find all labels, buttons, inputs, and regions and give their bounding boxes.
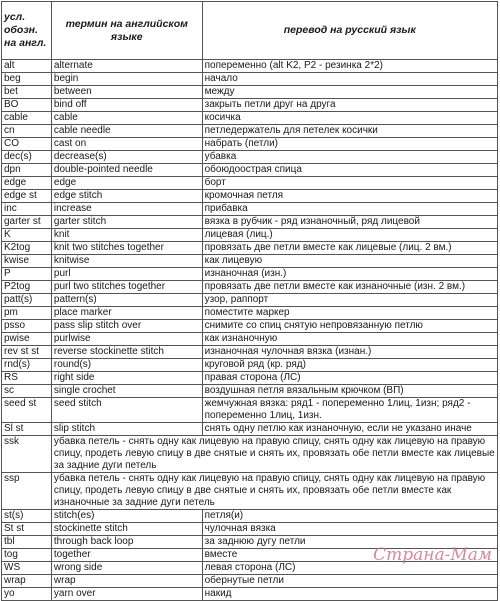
abbreviation-cell: K bbox=[2, 229, 52, 242]
translation-cell: попеременно (alt K2, P2 - резинка 2*2) bbox=[202, 60, 497, 73]
abbreviation-cell: pwise bbox=[2, 333, 52, 346]
table-row bbox=[2, 229, 498, 242]
english-term-cell: begin bbox=[51, 73, 202, 86]
english-term-cell: place marker bbox=[51, 307, 202, 320]
english-term-cell: bind off bbox=[51, 99, 202, 112]
abbreviation-cell: sc bbox=[2, 385, 52, 398]
table-row bbox=[2, 549, 498, 562]
english-term-cell: alternate bbox=[51, 60, 202, 73]
english-term-cell: pattern(s) bbox=[51, 294, 202, 307]
table-row bbox=[2, 575, 498, 588]
table-row bbox=[2, 216, 498, 229]
english-term-cell: knit two stitches together bbox=[51, 242, 202, 255]
table-row bbox=[2, 242, 498, 255]
english-term-cell: between bbox=[51, 86, 202, 99]
abbreviation-cell: CO bbox=[2, 138, 52, 151]
abbreviation-cell: wrap bbox=[2, 575, 52, 588]
english-term-cell: right side bbox=[51, 372, 202, 385]
abbreviation-cell: st(s) bbox=[2, 510, 52, 523]
english-term-cell: edge bbox=[51, 177, 202, 190]
abbreviation-cell: cable bbox=[2, 112, 52, 125]
abbreviation-cell: garter st bbox=[2, 216, 52, 229]
abbreviation-cell: alt bbox=[2, 60, 52, 73]
table-row bbox=[2, 294, 498, 307]
table-row bbox=[2, 86, 498, 99]
translation-cell: изнаночная чулочная вязка (изнан.) bbox=[202, 346, 497, 359]
translation-cell: лицевая (лиц.) bbox=[202, 229, 497, 242]
table-row bbox=[2, 359, 498, 372]
table-row bbox=[2, 523, 498, 536]
translation-cell: правая сторона (ЛС) bbox=[202, 372, 497, 385]
translation-cell: накид bbox=[202, 588, 497, 601]
table-row bbox=[2, 138, 498, 151]
abbreviation-cell: rev st st bbox=[2, 346, 52, 359]
translation-cell: левая сторона (ЛС) bbox=[202, 562, 497, 575]
abbreviation-cell: rnd(s) bbox=[2, 359, 52, 372]
translation-cell: снять одну петлю как изнаночную, если не указано иначе bbox=[202, 423, 497, 436]
abbreviation-cell: BO bbox=[2, 99, 52, 112]
table-row bbox=[2, 385, 498, 398]
translation-cell: между bbox=[202, 86, 497, 99]
english-term-cell: cast on bbox=[51, 138, 202, 151]
table-row bbox=[2, 190, 498, 203]
translation-cell: обернутые петли bbox=[202, 575, 497, 588]
translation-cell: снимите со спиц снятую непровязанную петлю bbox=[202, 320, 497, 333]
english-term-cell: round(s) bbox=[51, 359, 202, 372]
english-term-cell: double-pointed needle bbox=[51, 164, 202, 177]
translation-cell: вязка в рубчик - ряд изнаночный, ряд лицевой bbox=[202, 216, 497, 229]
english-term-cell: knit bbox=[51, 229, 202, 242]
english-term-cell: single crochet bbox=[51, 385, 202, 398]
abbreviation-cell: P2tog bbox=[2, 281, 52, 294]
table-row bbox=[2, 423, 498, 436]
translation-cell: узор, раппорт bbox=[202, 294, 497, 307]
english-term-cell: purlwise bbox=[51, 333, 202, 346]
translation-cell: начало bbox=[202, 73, 497, 86]
english-term-cell: increase bbox=[51, 203, 202, 216]
translation-cell: петля(и) bbox=[202, 510, 497, 523]
abbreviation-cell: seed st bbox=[2, 398, 52, 423]
abbreviation-cell: ssk bbox=[2, 436, 52, 473]
header-abbreviation: усл. обозн. на англ. bbox=[2, 2, 52, 60]
translation-cell: набрать (петли) bbox=[202, 138, 497, 151]
translation-cell: чулочная вязка bbox=[202, 523, 497, 536]
english-term-cell: decrease(s) bbox=[51, 151, 202, 164]
translation-cell: борт bbox=[202, 177, 497, 190]
abbreviation-cell: yo bbox=[2, 588, 52, 601]
english-term-cell: purl bbox=[51, 268, 202, 281]
translation-cell: обоюдоострая спица bbox=[202, 164, 497, 177]
table-row bbox=[2, 112, 498, 125]
abbreviation-cell: dec(s) bbox=[2, 151, 52, 164]
translation-cell: поместите маркер bbox=[202, 307, 497, 320]
table-row bbox=[2, 125, 498, 138]
abbreviation-cell: ssp bbox=[2, 473, 52, 510]
translation-cell: как лицевую bbox=[202, 255, 497, 268]
english-term-cell: pass slip stitch over bbox=[51, 320, 202, 333]
table-row bbox=[2, 281, 498, 294]
translation-cell: убавка петель - снять одну как лицевую на правую спицу, снять одну как лицевую на правую спицу, продеть левую спицу в две снятые и снять их, провязать обе петли вместе как лицевые за задние дуги петель bbox=[51, 436, 497, 473]
translation-cell: убавка петель - снять одну как лицевую на правую спицу, снять одну как лицевую на правую спицу, продеть левую спицу в две снятые и снять их, провязать обе петли вместе как изнаночные за задние дуги петель bbox=[51, 473, 497, 510]
table-row bbox=[2, 436, 498, 473]
translation-cell: косичка bbox=[202, 112, 497, 125]
translation-cell: вместе bbox=[202, 549, 497, 562]
abbreviation-cell: pm bbox=[2, 307, 52, 320]
abbreviation-cell: K2tog bbox=[2, 242, 52, 255]
table-row bbox=[2, 99, 498, 112]
table-row bbox=[2, 510, 498, 523]
english-term-cell: stockinette stitch bbox=[51, 523, 202, 536]
abbreviation-cell: bet bbox=[2, 86, 52, 99]
english-term-cell: purl two stitches together bbox=[51, 281, 202, 294]
english-term-cell: seed stitch bbox=[51, 398, 202, 423]
table-row bbox=[2, 346, 498, 359]
abbreviation-cell: inc bbox=[2, 203, 52, 216]
translation-cell: кромочная петля bbox=[202, 190, 497, 203]
abbreviation-cell: cn bbox=[2, 125, 52, 138]
english-term-cell: cable bbox=[51, 112, 202, 125]
header-russian-translation: перевод на русский язык bbox=[202, 2, 497, 60]
english-term-cell: stitch(es) bbox=[51, 510, 202, 523]
table-row bbox=[2, 177, 498, 190]
abbreviation-cell: edge bbox=[2, 177, 52, 190]
abbreviation-cell: P bbox=[2, 268, 52, 281]
table-row bbox=[2, 255, 498, 268]
abbreviation-cell: patt(s) bbox=[2, 294, 52, 307]
translation-cell: петледержатель для петелек косички bbox=[202, 125, 497, 138]
english-term-cell: garter stitch bbox=[51, 216, 202, 229]
table-row bbox=[2, 60, 498, 73]
table-row bbox=[2, 536, 498, 549]
abbreviation-cell: St st bbox=[2, 523, 52, 536]
table-row bbox=[2, 268, 498, 281]
table-row bbox=[2, 203, 498, 216]
abbreviation-cell: edge st bbox=[2, 190, 52, 203]
table-row bbox=[2, 562, 498, 575]
table-row bbox=[2, 307, 498, 320]
table-row bbox=[2, 151, 498, 164]
abbreviation-cell: psso bbox=[2, 320, 52, 333]
translation-cell: круговой ряд (кр. ряд) bbox=[202, 359, 497, 372]
abbreviation-cell: dpn bbox=[2, 164, 52, 177]
translation-cell: изнаночная (изн.) bbox=[202, 268, 497, 281]
table-row bbox=[2, 398, 498, 423]
abbreviation-cell: RS bbox=[2, 372, 52, 385]
table-row bbox=[2, 372, 498, 385]
table-row bbox=[2, 320, 498, 333]
table-row bbox=[2, 473, 498, 510]
english-term-cell: wrap bbox=[51, 575, 202, 588]
table-body bbox=[2, 60, 498, 601]
table-row bbox=[2, 73, 498, 86]
english-term-cell: knitwise bbox=[51, 255, 202, 268]
abbreviation-cell: Sl st bbox=[2, 423, 52, 436]
table-header-row bbox=[2, 2, 498, 60]
english-term-cell: yarn over bbox=[51, 588, 202, 601]
translation-cell: жемчужная вязка: ряд1 - попеременно 1лиц, 1изн; ряд2 - попеременно 1лиц, 1изн. bbox=[202, 398, 497, 423]
english-term-cell: together bbox=[51, 549, 202, 562]
table-row bbox=[2, 164, 498, 177]
english-term-cell: through back loop bbox=[51, 536, 202, 549]
english-term-cell: edge stitch bbox=[51, 190, 202, 203]
knitting-glossary-table bbox=[1, 1, 498, 601]
table-row bbox=[2, 333, 498, 346]
abbreviation-cell: tog bbox=[2, 549, 52, 562]
translation-cell: провязать две петли вместе как лицевые (лиц. 2 вм.) bbox=[202, 242, 497, 255]
english-term-cell: cable needle bbox=[51, 125, 202, 138]
abbreviation-cell: kwise bbox=[2, 255, 52, 268]
translation-cell: как изнаночную bbox=[202, 333, 497, 346]
translation-cell: воздушная петля вязальным крючком (ВП) bbox=[202, 385, 497, 398]
abbreviation-cell: beg bbox=[2, 73, 52, 86]
abbreviation-cell: WS bbox=[2, 562, 52, 575]
english-term-cell: slip stitch bbox=[51, 423, 202, 436]
translation-cell: прибавка bbox=[202, 203, 497, 216]
translation-cell: закрыть петли друг на друга bbox=[202, 99, 497, 112]
translation-cell: провязать две петли вместе как изнаночные (изн. 2 вм.) bbox=[202, 281, 497, 294]
english-term-cell: wrong side bbox=[51, 562, 202, 575]
translation-cell: убавка bbox=[202, 151, 497, 164]
translation-cell: за заднюю дугу петли bbox=[202, 536, 497, 549]
watermark-logo: Страна-Мам bbox=[373, 545, 492, 565]
table-row bbox=[2, 588, 498, 601]
abbreviation-cell: tbl bbox=[2, 536, 52, 549]
header-english-term: термин на английском языке bbox=[51, 2, 202, 60]
english-term-cell: reverse stockinette stitch bbox=[51, 346, 202, 359]
